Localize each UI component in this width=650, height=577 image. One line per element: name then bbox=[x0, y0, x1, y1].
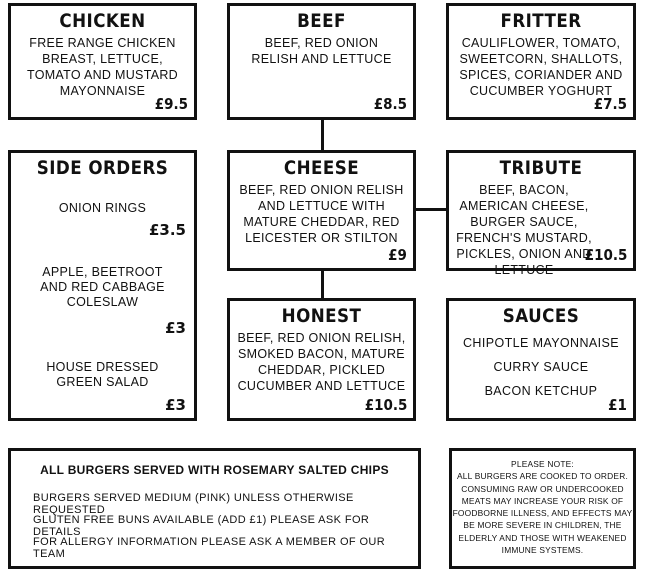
tribute-burger-card bbox=[446, 150, 636, 277]
honest-price: £10.5 bbox=[364, 396, 407, 414]
chicken-title: CHICKEN bbox=[59, 10, 146, 32]
side-price-onion-rings: £3.5 bbox=[148, 221, 186, 239]
fritter-price: £7.5 bbox=[593, 95, 627, 113]
sauces-price: £1 bbox=[608, 396, 627, 414]
fritter-description: CAULIFLOWER, TOMATO, SWEETCORN, SHALLOTS, SPICES, CORIANDER AND CUCUMBER YOGHURT bbox=[459, 36, 623, 98]
honest-title: HONEST bbox=[281, 305, 362, 327]
honest-description: BEEF, RED ONION RELISH, SMOKED BACON, MATURE CHEDDAR, PICKLED CUCUMBER AND LETTUCE bbox=[237, 331, 406, 393]
sauce-item-ketchup: BACON KETCHUP bbox=[484, 384, 598, 398]
note-line-7: ELDERLY AND THOSE WITH WEAKENED bbox=[458, 532, 627, 543]
info-line-medium: BURGERS SERVED MEDIUM (PINK) UNLESS OTHERWISE REQUESTED bbox=[33, 492, 354, 516]
note-line-6: BE MORE SEVERE IN CHILDREN, THE bbox=[463, 520, 622, 531]
info-line-allergy: FOR ALLERGY INFORMATION PLEASE ASK A MEMBER OF OUR TEAM bbox=[33, 536, 386, 560]
side-price-coleslaw: £3 bbox=[165, 319, 186, 337]
sauces-title: SAUCES bbox=[502, 305, 580, 327]
chicken-price: £9.5 bbox=[154, 95, 188, 113]
beef-description: BEEF, RED ONION RELISH AND LETTUCE bbox=[251, 36, 392, 66]
cheese-title: CHEESE bbox=[283, 157, 360, 179]
coleslaw-line-2: AND RED CABBAGE bbox=[40, 280, 165, 294]
coleslaw-line-1: APPLE, BEETROOT bbox=[42, 265, 163, 279]
side-item-coleslaw bbox=[11, 265, 194, 310]
side-item-onion-rings: ONION RINGS bbox=[58, 201, 147, 215]
note-line-8: IMMUNE SYSTEMS. bbox=[501, 545, 584, 556]
side-item-green-salad bbox=[11, 360, 194, 390]
info-box bbox=[8, 448, 421, 569]
beef-burger-card bbox=[227, 3, 416, 120]
tribute-price: £10.5 bbox=[584, 246, 627, 264]
note-line-3: CONSUMING RAW OR UNDERCOOKED bbox=[461, 483, 624, 494]
info-headline: ALL BURGERS SERVED WITH ROSEMARY SALTED CHIPS bbox=[40, 463, 389, 477]
side-orders-card bbox=[8, 150, 197, 421]
coleslaw-line-3: COLESLAW bbox=[66, 295, 139, 309]
sauces-card bbox=[446, 298, 636, 421]
cheese-description: BEEF, RED ONION RELISH AND LETTUCE WITH MATURE CHEDDAR, RED LEICESTER OR STILTON bbox=[239, 183, 404, 245]
connector-cheese-tribute bbox=[415, 208, 448, 211]
salad-line-1: HOUSE DRESSED bbox=[46, 360, 159, 374]
fritter-burger-card bbox=[446, 3, 636, 120]
connector-beef-cheese bbox=[321, 120, 324, 152]
beef-price: £8.5 bbox=[373, 95, 407, 113]
cheese-burger-card bbox=[227, 150, 416, 271]
chicken-description: FREE RANGE CHICKEN BREAST, LETTUCE, TOMATO AND MUSTARD MAYONNAISE bbox=[26, 36, 178, 98]
note-line-4: MEATS MAY INCREASE YOUR RISK OF bbox=[461, 495, 624, 506]
note-line-2: ALL BURGERS ARE COOKED TO ORDER. bbox=[457, 471, 628, 482]
please-note-box bbox=[449, 448, 636, 569]
salad-line-2: GREEN SALAD bbox=[56, 375, 149, 389]
side-price-green-salad: £3 bbox=[165, 396, 186, 414]
note-line-1: PLEASE NOTE: bbox=[511, 459, 574, 469]
sauce-item-curry: CURRY SAUCE bbox=[493, 360, 589, 374]
cheese-price: £9 bbox=[388, 246, 407, 264]
note-line-5: FOODBORNE ILLNESS, AND EFFECTS MAY bbox=[452, 508, 633, 519]
note-text bbox=[452, 458, 633, 556]
sauce-item-chipotle: CHIPOTLE MAYONNAISE bbox=[462, 336, 619, 350]
beef-title: BEEF bbox=[297, 10, 346, 32]
tribute-title: TRIBUTE bbox=[499, 157, 583, 179]
side-orders-title: SIDE ORDERS bbox=[36, 157, 169, 179]
fritter-title: FRITTER bbox=[500, 10, 582, 32]
honest-burger-card bbox=[227, 298, 416, 421]
connector-cheese-honest bbox=[321, 270, 324, 300]
chicken-burger-card bbox=[8, 3, 197, 120]
tribute-description: BEEF, BACON, AMERICAN CHEESE, BURGER SAUCE, FRENCH'S MUSTARD, PICKLES, ONION AND LETTUCE bbox=[456, 183, 592, 277]
info-line-gluten-free: GLUTEN FREE BUNS AVAILABLE (ADD £1) PLEASE ASK FOR DETAILS bbox=[33, 514, 370, 538]
